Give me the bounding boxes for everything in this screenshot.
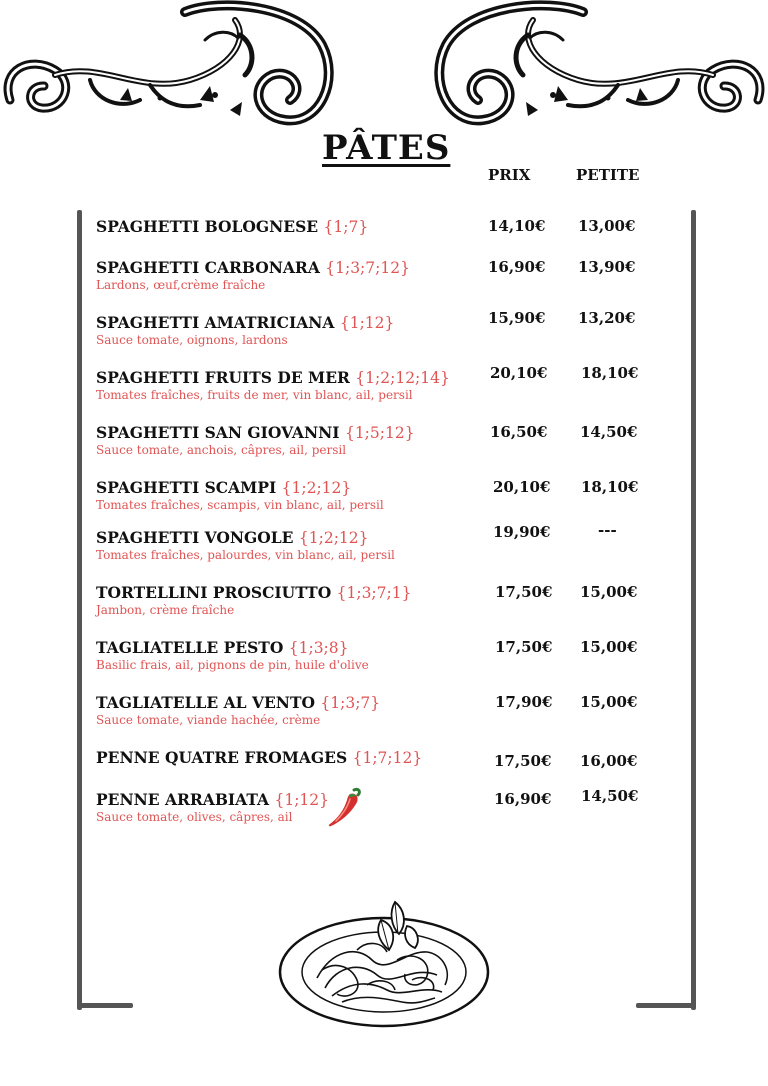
column-header-prix: PRIX	[488, 166, 531, 184]
item-allergens: {1;12}	[274, 791, 330, 809]
item-allergens: {1;3;8}	[288, 639, 349, 657]
column-header-petite: PETITE	[576, 166, 640, 184]
item-allergens: {1;2;12;14}	[355, 369, 450, 387]
item-price-petite: 18,10€	[581, 364, 639, 382]
item-description: Basilic frais, ail, pignons de pin, huile d'olive	[96, 658, 369, 672]
item-allergens: {1;3;7}	[320, 694, 381, 712]
baroque-ornament-left-icon	[0, 0, 340, 135]
item-description: Tomates fraîches, scampis, vin blanc, ail, persil	[96, 498, 384, 512]
item-allergens: {1;5;12}	[344, 424, 415, 442]
item-allergens: {1;7}	[323, 218, 369, 236]
item-price: 17,50€	[495, 583, 553, 601]
item-price: 17,50€	[495, 638, 553, 656]
item-description: Tomates fraîches, palourdes, vin blanc, ail, persil	[96, 548, 395, 562]
item-name: TAGLIATELLE AL VENTO {1;3;7}	[96, 693, 381, 712]
item-allergens: {1;3;7;12}	[325, 259, 410, 277]
item-allergens: {1;12}	[339, 314, 395, 332]
item-allergens: {1;3;7;1}	[336, 584, 412, 602]
menu-item	[96, 423, 676, 458]
item-name: PENNE QUATRE FROMAGES {1;7;12}	[96, 748, 423, 767]
item-price: 16,50€	[490, 423, 548, 441]
item-price-petite: ---	[598, 521, 617, 539]
item-price-petite: 15,00€	[580, 693, 638, 711]
item-price: 17,90€	[495, 693, 553, 711]
item-name: TAGLIATELLE PESTO {1;3;8}	[96, 638, 349, 657]
menu-item	[96, 309, 676, 348]
item-price-petite: 16,00€	[580, 752, 638, 770]
item-price: 19,90€	[493, 523, 551, 541]
item-price: 20,10€	[493, 478, 551, 496]
menu-item	[96, 258, 676, 293]
page-title: PÂTES	[322, 128, 451, 168]
chili-pepper-icon	[328, 784, 364, 830]
menu-item	[96, 748, 676, 768]
item-price-petite: 14,50€	[581, 787, 639, 805]
frame-border-left-foot	[77, 1003, 133, 1008]
menu-item	[96, 583, 676, 618]
menu-item	[96, 478, 676, 513]
item-name: SPAGHETTI FRUITS DE MER {1;2;12;14}	[96, 368, 450, 387]
item-allergens: {1;2;12}	[298, 529, 369, 547]
item-name: PENNE ARRABIATA {1;12}	[96, 790, 330, 809]
item-allergens: {1;7;12}	[352, 749, 423, 767]
item-price: 17,50€	[494, 752, 552, 770]
item-name: TORTELLINI PROSCIUTTO {1;3;7;1}	[96, 583, 412, 602]
item-price-petite: 13,90€	[578, 258, 636, 276]
item-description: Lardons, œuf,crème fraîche	[96, 278, 266, 292]
item-price: 15,90€	[488, 309, 546, 327]
item-price-petite: 14,50€	[580, 423, 638, 441]
item-name: SPAGHETTI SCAMPI {1;2;12}	[96, 478, 352, 497]
menu-item	[96, 364, 676, 403]
menu-item	[96, 217, 676, 237]
item-price-petite: 13,00€	[578, 217, 636, 235]
item-description: Sauce tomate, olives, câpres, ail	[96, 810, 293, 824]
item-price: 16,90€	[494, 790, 552, 808]
item-name: SPAGHETTI VONGOLE {1;2;12}	[96, 528, 369, 547]
menu-item	[96, 693, 676, 728]
item-price-petite: 13,20€	[578, 309, 636, 327]
item-name: SPAGHETTI AMATRICIANA {1;12}	[96, 313, 395, 332]
item-allergens: {1;2;12}	[281, 479, 352, 497]
item-name: SPAGHETTI BOLOGNESE {1;7}	[96, 217, 369, 236]
item-price-petite: 15,00€	[580, 583, 638, 601]
frame-border-right-foot	[636, 1003, 696, 1008]
frame-border-right	[691, 210, 696, 1010]
pasta-plate-icon	[277, 890, 491, 1030]
item-price-petite: 18,10€	[581, 478, 639, 496]
item-description: Sauce tomate, oignons, lardons	[96, 333, 288, 347]
item-price: 16,90€	[488, 258, 546, 276]
item-description: Tomates fraîches, fruits de mer, vin blanc, ail, persil	[96, 388, 413, 402]
item-description: Sauce tomate, viande hachée, crème	[96, 713, 321, 727]
baroque-ornament-right-icon	[428, 0, 768, 135]
frame-border-left	[77, 210, 82, 1010]
menu-item	[96, 787, 676, 825]
item-name: SPAGHETTI SAN GIOVANNI {1;5;12}	[96, 423, 415, 442]
menu-item	[96, 521, 676, 563]
menu-item	[96, 638, 676, 673]
item-description: Jambon, crème fraîche	[96, 603, 235, 617]
item-price: 14,10€	[488, 217, 546, 235]
item-name: SPAGHETTI CARBONARA {1;3;7;12}	[96, 258, 410, 277]
item-description: Sauce tomate, anchois, câpres, ail, persil	[96, 443, 347, 457]
item-price: 20,10€	[490, 364, 548, 382]
item-price-petite: 15,00€	[580, 638, 638, 656]
